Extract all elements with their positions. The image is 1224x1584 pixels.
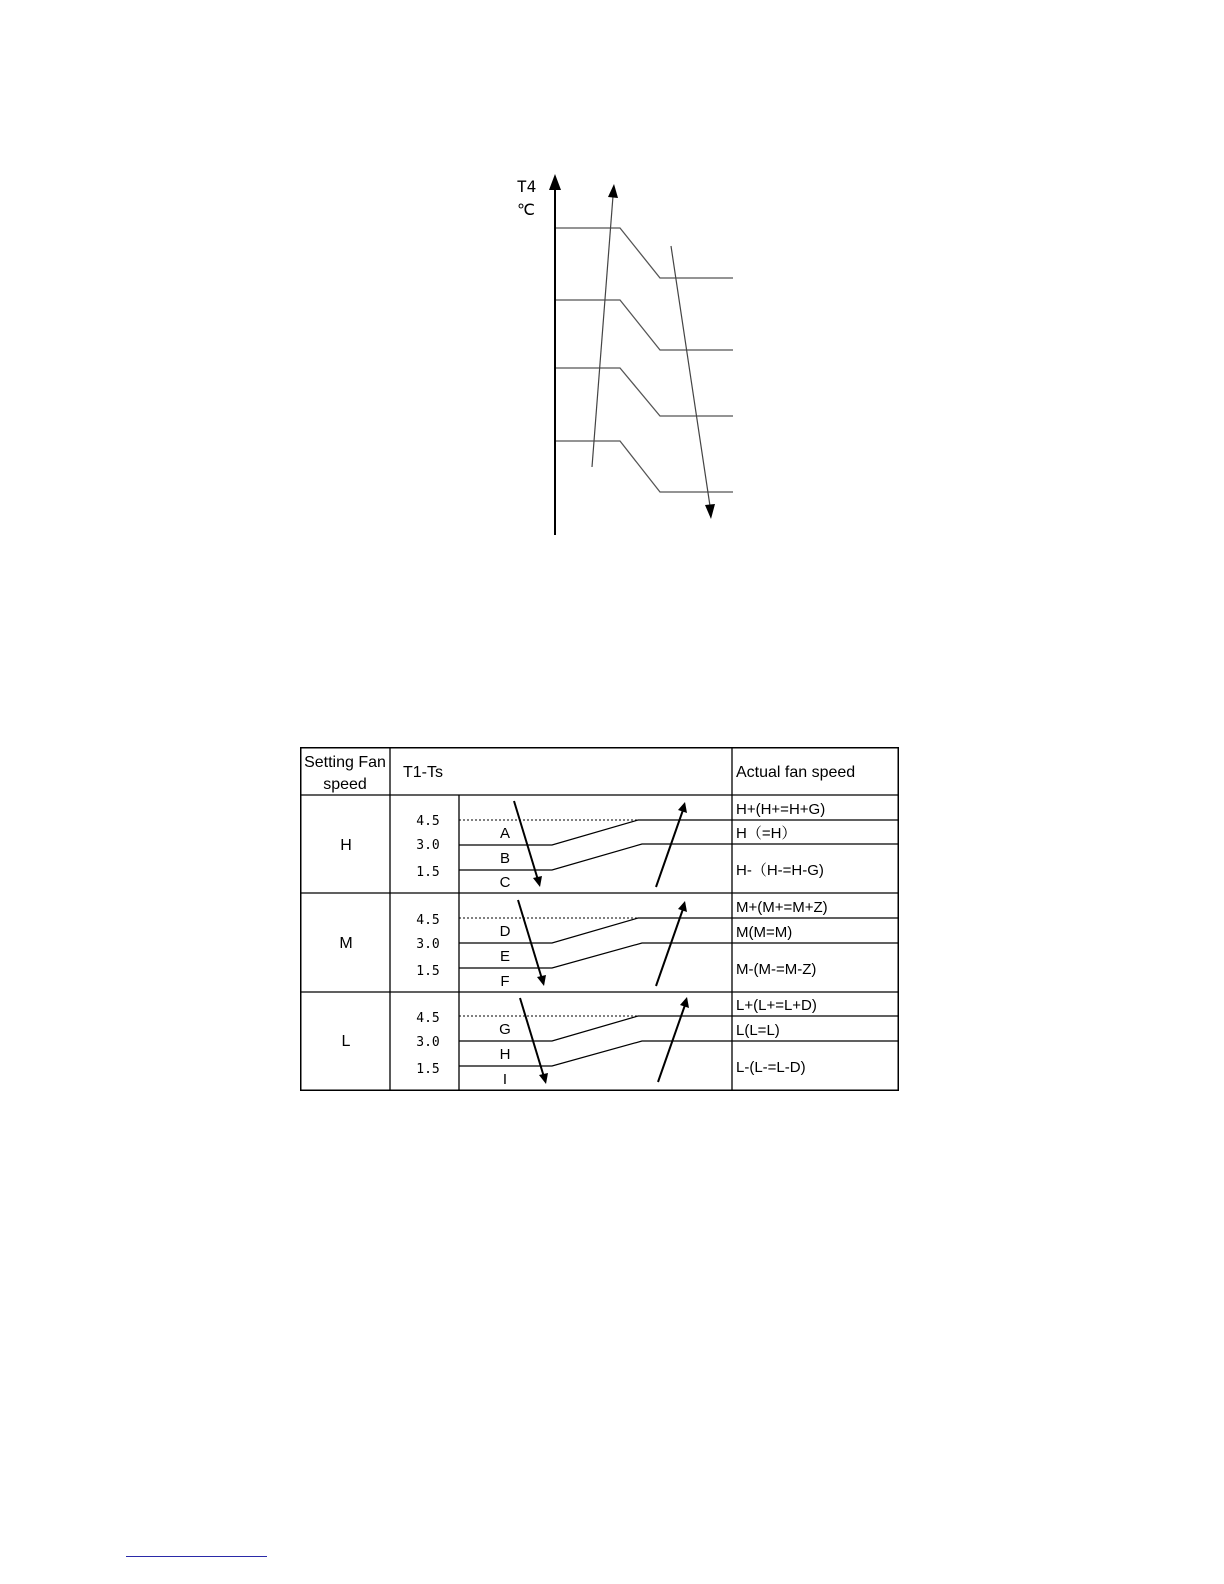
step-line-d [459,918,638,943]
rising-arrowhead-h [678,802,687,813]
actual-speed-l-minus: L-(L-=L-D) [736,1059,806,1076]
t4-curve-2 [556,300,733,350]
threshold-3-0: 3.0 [416,838,440,853]
falling-arrowhead-l [539,1073,548,1084]
t4-rising-arrowhead [608,184,618,198]
step-line-h [459,1041,899,1066]
threshold-4-5: 4.5 [416,814,440,829]
footnote-separator [126,1556,267,1557]
threshold-1-5: 1.5 [416,1062,440,1077]
falling-arrow-m [518,900,542,979]
falling-arrow-l [520,998,544,1077]
setting-speed-m: M [339,935,353,952]
threshold-4-5: 4.5 [416,913,440,928]
t4-axis-label: T4 [517,177,537,196]
rising-arrow-m [656,909,683,986]
threshold-4-5: 4.5 [416,1011,440,1026]
zone-label-e: E [499,948,511,965]
actual-speed-h-minus: H-（H-=H-G) [736,862,824,879]
header-actual-fan-speed: Actual fan speed [736,764,856,781]
actual-speed-m-plus: M+(M+=M+Z) [736,899,828,916]
zone-label-h: H [499,1046,511,1063]
zone-label-d: D [499,923,511,940]
falling-arrowhead-m [537,975,546,986]
falling-arrowhead-h [533,876,542,887]
actual-speed-m: M(M=M) [736,924,793,941]
header-t1-ts: T1-Ts [403,764,443,781]
threshold-1-5: 1.5 [416,964,440,979]
rising-arrow-h [656,810,683,887]
threshold-3-0: 3.0 [416,937,440,952]
threshold-1-5: 1.5 [416,865,440,880]
group-l [342,997,899,1088]
t4-falling-arrowhead [705,504,715,519]
zone-label-c: C [499,874,511,891]
step-line-b [459,844,899,870]
header-setting-line1: Setting Fan [304,754,386,771]
actual-speed-m-minus: M-(M-=M-Z) [736,961,817,978]
falling-arrow-h [514,801,538,880]
zone-label-f: F [500,973,510,990]
step-line-e [459,943,899,968]
setting-speed-h: H [340,837,352,854]
zone-label-b: B [499,850,511,867]
actual-speed-l: L(L=L) [736,1022,780,1039]
rising-arrowhead-m [678,901,687,912]
group-h [340,801,899,891]
fan-speed-table [300,747,899,1091]
header-setting-line2: speed [323,776,367,793]
t4-falling-arrow [671,246,710,506]
t4-curve-1 [556,228,733,278]
actual-speed-h: H（=H） [736,825,797,842]
actual-speed-h-plus: H+(H+=H+G) [736,801,826,818]
actual-speed-l-plus: L+(L+=L+D) [736,997,817,1014]
step-line-g [459,1016,638,1041]
zone-label-g: G [499,1021,511,1038]
threshold-3-0: 3.0 [416,1035,440,1050]
group-m [339,899,899,990]
t4-curve-3 [556,368,733,416]
t4-axis-unit: ℃ [517,200,535,219]
zone-label-i: I [502,1071,508,1088]
setting-speed-l: L [341,1033,351,1050]
step-line-a [459,820,638,845]
t4-hysteresis-diagram [0,0,1224,600]
t4-rising-arrow [592,196,613,467]
zone-label-a: A [499,825,511,842]
rising-arrowhead-l [680,997,689,1008]
t4-axis-arrowhead [549,174,561,190]
